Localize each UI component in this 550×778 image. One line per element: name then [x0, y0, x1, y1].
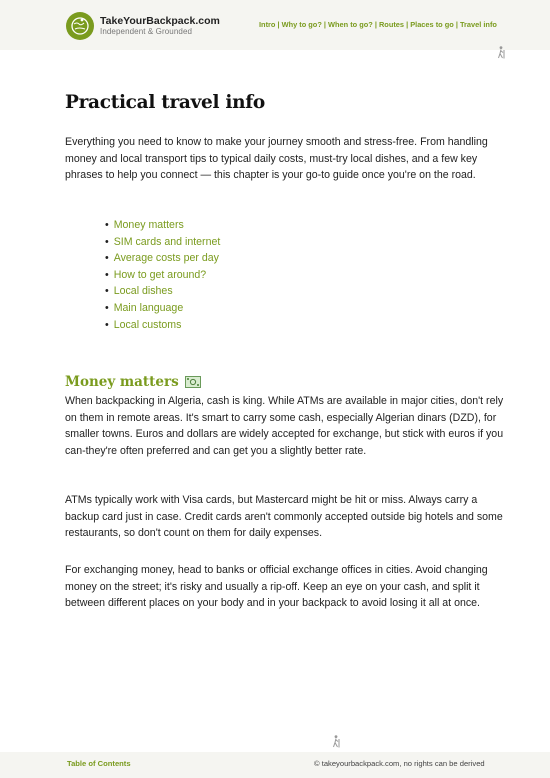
nav-separator: | [323, 20, 329, 29]
toc-link-get-around[interactable]: How to get around? [113, 268, 207, 281]
intro-paragraph: Everything you need to know to make your journey smooth and stress-free. From handling money and local transport tips to typical daily costs, must-try local dishes, and a few key phrases to help you connect — this chapter is your go-to guide once you're on the road. [65, 136, 488, 181]
brand-name[interactable]: TakeYourBackpack.com [100, 15, 220, 27]
toc-link-local-customs[interactable]: Local customs [113, 318, 182, 331]
toc-link-money-matters[interactable]: Money matters [113, 219, 184, 231]
hiker-icon [331, 735, 341, 748]
bullet: • [105, 252, 109, 265]
nav-routes[interactable]: Routes [378, 20, 405, 29]
toc-link-average-costs[interactable]: Average costs per day [113, 252, 219, 265]
toc-item[interactable] [105, 217, 220, 234]
nav-separator: | [455, 20, 460, 29]
nav-separator: | [374, 20, 379, 29]
money-paragraph-cash: When backpacking in Algeria, cash is king. While ATMs are available in major cities, don't rely on them in remote areas. It's smart to carry some cash, especially Algerian dinars (DZD), for smaller towns. Euros and dollars are widely accepted for exchange, but stick with euros if you can-they're often preferred and can get you a slightly better rate. [65, 395, 504, 457]
nav-separator: | [406, 20, 411, 29]
toc-item[interactable] [105, 250, 220, 267]
footer-toc-link[interactable]: Table of Contents [67, 759, 131, 768]
chapter-toc-list [105, 217, 220, 333]
nav-why-to-go[interactable]: Why to go? [281, 20, 322, 29]
bullet: • [105, 219, 109, 231]
section-heading [65, 374, 201, 390]
bullet: • [105, 318, 109, 331]
site-logo[interactable] [66, 12, 94, 40]
top-navigation [259, 20, 497, 29]
bullet: • [105, 235, 109, 248]
hiker-icon [496, 46, 506, 59]
toc-link-main-language[interactable]: Main language [113, 301, 184, 314]
footer-copyright: © takeyourbackpack.com, no rights can be derived [314, 759, 485, 768]
toc-item[interactable] [105, 317, 220, 334]
nav-intro[interactable]: Intro [259, 20, 276, 29]
money-banknote-icon [185, 375, 201, 389]
nav-travel-info[interactable]: Travel info [459, 20, 497, 29]
money-paragraph-atms: ATMs typically work with Visa cards, but Mastercard might be hit or miss. Always carry a backup card just in case. Credit cards aren't commonly accepted outside big hotels and some restaurants, so don't count on them for daily expenses. [65, 494, 503, 539]
page-title: Practical travel info [65, 92, 265, 113]
toc-item[interactable] [105, 283, 220, 300]
toc-item[interactable] [105, 267, 220, 284]
nav-separator: | [277, 20, 282, 29]
bullet: • [105, 301, 109, 314]
section-title: Money matters [65, 374, 179, 390]
nav-when-to-go[interactable]: When to go? [328, 20, 373, 29]
toc-link-sim-cards[interactable]: SIM cards and internet [113, 235, 221, 248]
toc-item[interactable] [105, 300, 220, 317]
bullet: • [105, 268, 109, 281]
money-paragraph-exchange: For exchanging money, head to banks or official exchange offices in cities. Avoid changing money on the street; it's risky and usually a rip-off. Keep an eye on your cash, and split it between different places on your body and in your backpack to avoid losing it all at once. [65, 564, 488, 609]
bullet: • [105, 285, 109, 298]
globe-hiker-icon [70, 16, 90, 36]
brand-tagline: Independent & Grounded [100, 27, 193, 36]
toc-link-local-dishes[interactable]: Local dishes [113, 285, 173, 298]
toc-item[interactable] [105, 234, 220, 251]
nav-places-to-go[interactable]: Places to go [410, 20, 454, 29]
